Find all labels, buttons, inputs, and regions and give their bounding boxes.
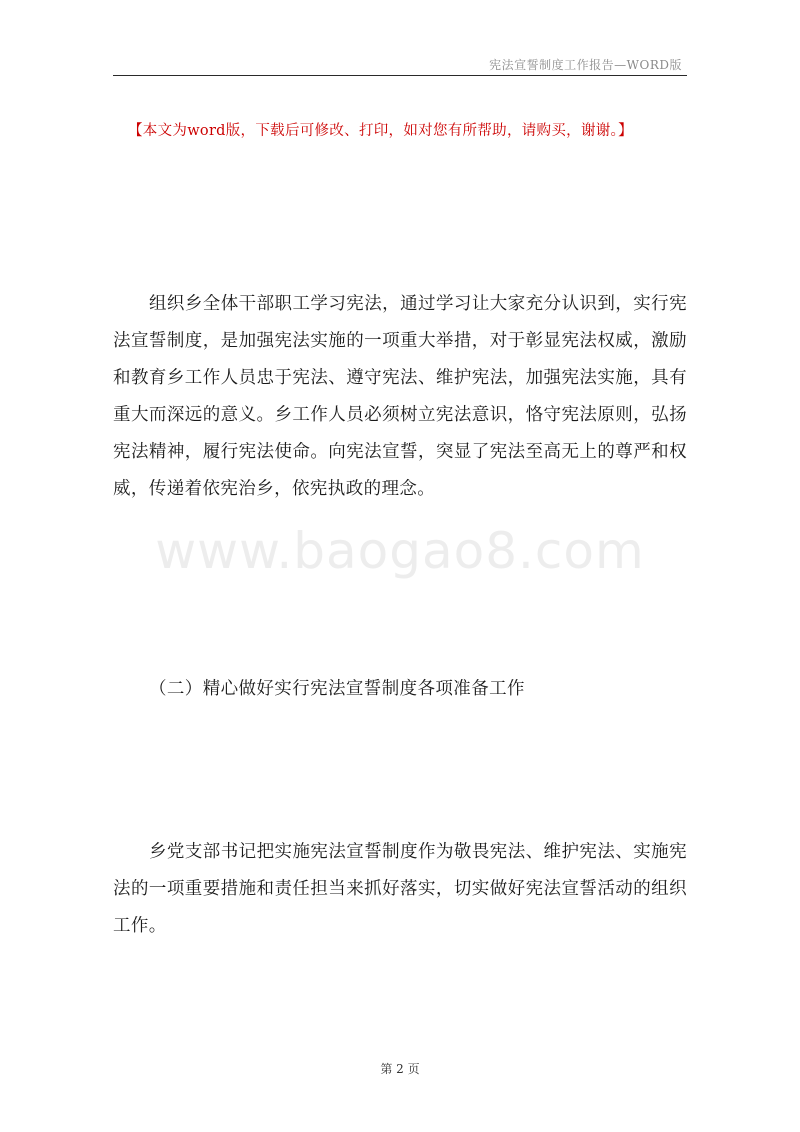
body-paragraph-1: 组织乡全体干部职工学习宪法，通过学习让大家充分认识到，实行宪法宣誓制度，是加强宪法实施的一项重大举措，对于彰显宪法权威，激励和教育乡工作人员忠于宪法、遵守宪法、维护宪法，加强宪法实施，具有重大而深远的意义。乡工作人员必须树立宪法意识，恪守宪法原则，弘扬宪法精神，履行宪法使命。向宪法宣誓，突显了宪法至高无上的尊严和权威，传递着依宪治乡，依宪执政的理念。 [113, 294, 687, 499]
section-heading: （二）精心做好实行宪法宣誓制度各项准备工作 [149, 679, 525, 699]
download-notice: 【本文为word版，下载后可修改、打印，如对您有所帮助，请购买，谢谢。】 [128, 123, 633, 139]
running-header: 宪法宣誓制度工作报告—WORD版 [489, 58, 682, 72]
header-divider [113, 75, 687, 76]
body-paragraph-2: 乡党支部书记把实施宪法宣誓制度作为敬畏宪法、维护宪法、实施宪法的一项重要措施和责任担当来抓好落实，切实做好宪法宣誓活动的组织工作。 [113, 842, 687, 936]
watermark: www.baogao8.com [155, 522, 645, 580]
page-number: 第 2 页 [380, 1062, 420, 1076]
